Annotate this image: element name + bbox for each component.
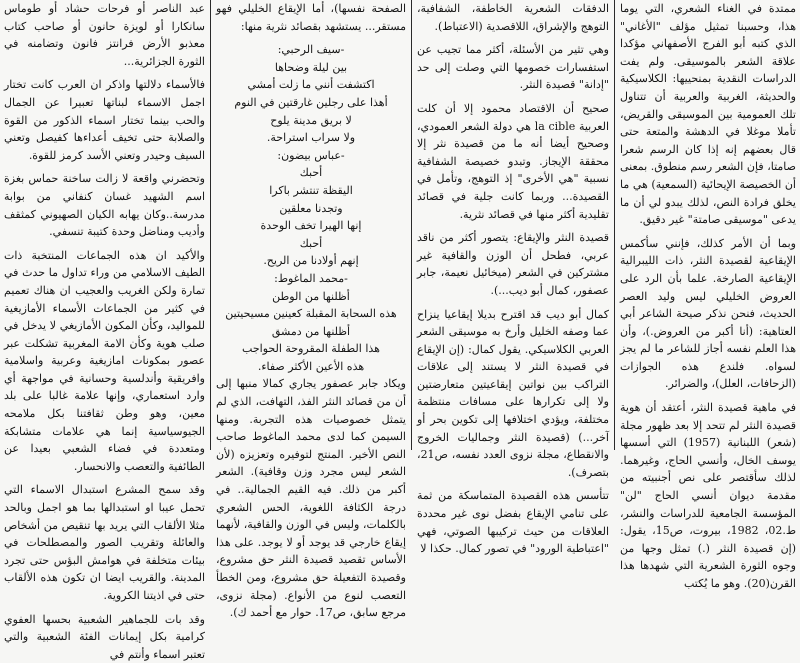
paragraph: ممتدة في الغناء الشعري، التي يوما هذا، وحسبنا تمثيل مؤلف "الأغاني" الذي كتبه أبو الفرج الأصفهاني مؤكدا علاقة الشعر بالموسيقى. ولم يفت الدراسات النقدية بمنحييها: الكلاسيكية والحديثة، الغربية والعربية أن تتناول تلك العمومية بين الموسيقى والقريض، تأملا موغلا في الدهشة والمتعة حتى قال بعضهم إنه إذا كان الرسم شعرا صامتا، فإن الشعر رسم منطوق. بمعنى أن الخصيصة الإيحائية (السمعية) هي ما يخلق فرادة النص، لذلك يبدو لي أن ما يدعى "موسيقى صامتة" غير دقيق. [620,2,796,227]
column-divider [614,0,615,450]
poem-line: وتجدنا معلقين [279,201,343,215]
poem-line: إنهم أولادنا من الريح. [263,254,359,268]
paragraph: الدفقات الشعرية الخاطفة، الشفافية، التوهج والإشراق، اللاقصدية (الاعتباط). [417,2,609,33]
paragraph: قصيدة النثر والإيقاع: يتصور أكثر من ناقد عربي، فطحل أن الوزن والقافية غير مشتركين في الشعر (ميخائيل نعيمة، جابر عصفور، كمال أبو ديب...). [417,231,609,297]
column-mid-left [212,0,410,620]
poem-line: أهذا على رجلين غارقتين في النوم [234,95,388,109]
column-mid-right [413,0,613,556]
poem-line: اليقظة تنتشر باكرا [269,183,353,197]
poem-line: أظلنها من الوطن [272,289,350,303]
column-left [0,0,209,661]
poem-line: هذه الأعين الأكثر صفاء. [257,359,365,373]
paragraph: الصفحة نفسها)، أما الإيقاع الخليلي فهو مستقر... يستشهد بقصائد نثرية منها: [216,2,406,33]
paragraph: وقد سمح المشرع استبدال الاسماء التي تحمل عيبا او استبدالها بما هو اجمل وبالحد مثلا الألقاب التي يريد بها تنقيص من أشخاص والعائلة وتقريب الصور والمصطلحات في بيئات متخلفة في هوامش البؤس حتى تجرد المدينة. والقريب ايضا ان تكون هذه الألقاب حتى في اذيتنا الكروية. [4,483,205,602]
poem-line: هذا الطفلة المقروحة الحواجب [242,342,380,356]
paragraph: ويكاد جابر عصفور يجاري كمالا منبها إلى أن من قصائد النثر الفذ، التهافت، الذي لم يتمثل خصوصيات هذه التجربة. ومنها السيمن كما لدى محمد الماغوط صاحب النص الأخير. المنتج لتوفيره وتعزيزه (لأن الشعر ليس مجرد وزن وقافية). الشعر أكبر من ذلك. فيه القيم الجمالية.. في درجة الكثافة اللغوية، الحس الشعري بالكلمات، وليس في الوزن والقافية، لأنهما إيقاع خارجي قد يوجد أو لا يوجد. على هذا الأساس تقصيد قصيدة النثر حق مشروع، وقصيدة التفعيلة حق مشروع، ومن الخطأ التعصب لنوع من الأنواع. (مجلة نزوى، مرجع سابق، ص17. حوار مع أحمد ك). [216,377,406,620]
paragraph: فالأسماء دلالتها واذكر ان العرب كانت تختار اجمل الاسماء لبناتها تعبيرا عن الجمال والحب بينما تختار اسماء الذكور من القوة والصلابة حتى تخيف أعداءها كفيصل وتعني السيف وحيدر وتعني الأسد كرمز للقوة. [4,78,205,162]
poem-line: أظلنها من دمشق [271,324,351,338]
poem-line: -محمد الماغوط: [274,271,348,285]
column-right [616,0,800,590]
paragraph: كمال أبو ديب قد اقترح بديلا إيقاعيا ينزاح عما وصفه الخليل وأرخ به موسيقى الشعر العربي الكلاسيكي. يقول كمال: (إن الإيقاع في قصيدة النثر لا يستند إلى علاقات التراكب بين نواتين إيقاعيتين متعارضتين ولا إلى تكرارها على مسافات منتظمة مختلفة، ويؤدي اختلافها إلى تكوين بحر أو آخر...) (قصيدة النثر وجماليات الخروج والانقطاع، مجلة نزوى العدد نفسه، ص21، بتصرف). [417,307,609,479]
poem-line: هذه السحابة المقبلة كعينين مسيحيتين [225,307,397,321]
paragraph: وتحضرني واقعة لا زالت ساخنة حماس بغزة اسم الشهيد غسان كنفاني من بوابة مدرسة..وكان يهابه الكيان الصهيوني كمثقف وأديب ومناضل وحدة كتيبة تنسفي. [4,172,205,239]
poem-line: ولا سراب استراحة. [266,131,356,145]
paragraph: والأكيد ان هذه الجماعات المنتخبة ذات الطيف الاسلامي من وراء تداول ما حدث في تمارة ولكن الغريب والعجيب ان هناك تعميم في كثير من الجماعات الأسماء الأمازيغية للمواليد، وكأن المكون الأمازيغي لا يدخل في صلب هوية وكأن الامة المغربية تشكلت عبر عصور بمكونات امازيغية وعربية واسلامية وافريقية وأندلسية وحسانية في مواجهة أي وارد استعماري، وإنها علامة غالبا على بلد معين، وهو وطن ثقافتنا بكل ملامحه الجيوسياسية إنما هي علامات متشابكة ومتعددة في فضاء الشعبي بعيدا عن الطائفية والتعصب والانحسار. [4,248,205,473]
poem-line: أحبك [299,236,323,250]
column-divider [411,0,412,450]
poem-line: لا بريق مدينة يلوح [270,113,352,127]
poem-line: -عباس بيضون: [277,148,345,162]
paragraph: وقد بات للجماهير الشعبية بحسها العفوي كرامية بكل إيمانات الفئة الشعبية والتي تعتبر اسماء وأنتم في [4,612,205,661]
poem-line: -سيف الرحبي: [277,43,345,57]
poem-line: إنها الهيرا تخف الوحدة [260,219,362,233]
paragraph: في ماهية قصيدة النثر، أعتقد أن هوية قصيدة النثر لم تتحد إلا بعد ظهور مجلة (شعر) اللبنانية (1957) التي أسسها يوسف الخال، وأنسي الحاج، وغيرهما. لذلك سأقتصر على نص أجنبيته من مقدمة ديوان أنسي الحاج "لن" المؤسسة الجامعية للدراسات والنشر، ط.02، 1982، بيروت، ص15، يقول: (إن قصيدة النثر (.) تمثل وجها من وجوه الثورة الشعرية التي شهدها هذا القرن(20). وهو ما يُكتب [620,401,797,590]
paragraph: صحيح أن الاقتصاد محمود إلا أن كلت العربية la cible هي دولة الشعر العمودي، وصحيح أيضا أنه ما من قصيدة نثر إلا محققة الإيجاز. وتبدو خصيصة الشفافية نسبية "هي الأخرى" إذ التوهج، وتأمل في القصيدة... وربما كانت جلية في قصائد تقليدية أكثر منها في قصائد نثرية. [417,101,610,221]
poem-line: بين ليلة وضحاها [274,60,348,74]
paragraph: وهي تثير من الأسئلة، أكثر مما تجيب عن استفسارات خصومها التي وصلت إلى حد "إدانة" قصيدة النثر. [417,43,609,92]
poem-line: اكتشفت أنني ما زلت أمشي [247,78,375,92]
paragraph: وبما أن الأمر كذلك، فإنني سأكمس الإيقاعية لقصيدة النثر، ذات الليبرالية الإيقاعية الصارخة. علما بأن الرد على العروض الخليلي ليس وليد العصر الحديث، فنحن نذكر صيحة الشاعر أبي العتاهية: (أنا أكبر من العروض.)، وأن هذا العلم نفسه أجاز للشاعر ما لم يجز لسواه. فلندع هذه الجوازات (الزحافات، العلل)، والضرائر. [620,236,796,391]
paragraph: تتأسس هذه القصيدة المتماسكة من ثمة على تنامي الإيقاع بفضل نوى غير محددة العلاقات من حيث تركيبها الصوتي، فهي "اعتباطية الورود" في تصور كمال. حكذا لا [417,489,609,556]
paragraph: عبد الناصر أو فرحات حشاد أو طوماس سانكارا أو لويزة حانون أو صاحب كتاب معذبو الأرض فرانتز فانون وتضامنه في الثورة الجزائرية... [4,2,205,68]
poem-line: أحبك [299,166,323,180]
column-divider [210,0,211,450]
